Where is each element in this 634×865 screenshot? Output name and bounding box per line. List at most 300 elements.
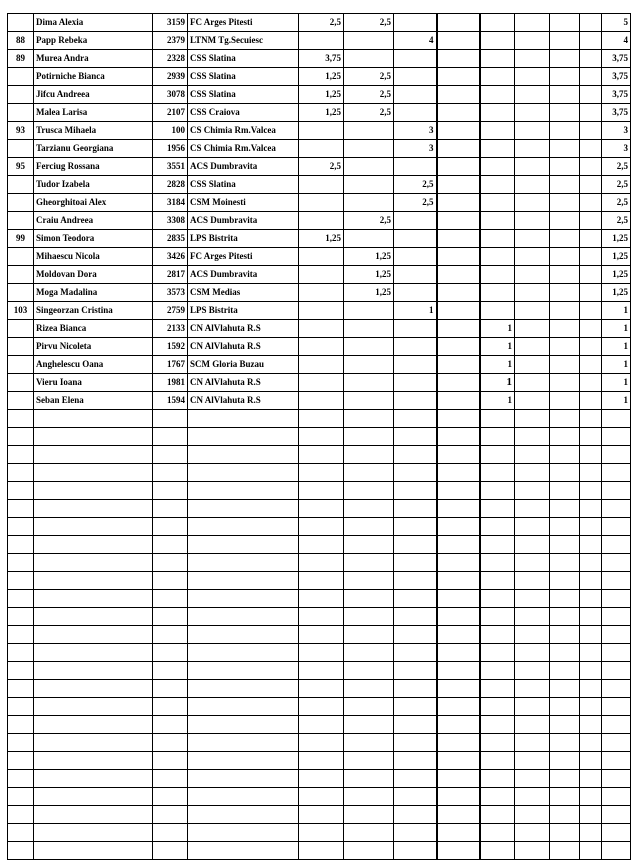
empty-cell	[153, 482, 188, 500]
empty-cell	[580, 464, 602, 482]
empty-cell	[394, 734, 437, 752]
empty-cell	[153, 770, 188, 788]
athlete-name-cell: Moldovan Dora	[34, 266, 153, 284]
rank-cell	[8, 86, 34, 104]
empty-cell	[34, 716, 153, 734]
athlete-name-cell: Anghelescu Oana	[34, 356, 153, 374]
license-code-cell: 2133	[153, 320, 188, 338]
score-cell-4	[437, 248, 480, 266]
empty-cell	[394, 806, 437, 824]
score-cell-6	[515, 32, 550, 50]
empty-cell	[8, 824, 34, 842]
athlete-name-cell: Tarzianu Georgiana	[34, 140, 153, 158]
empty-cell	[515, 554, 550, 572]
score-cell-2: 2,5	[344, 14, 394, 32]
total-cell: 2,5	[602, 158, 631, 176]
table-row	[8, 14, 631, 32]
club-cell: CSS Slatina	[188, 176, 299, 194]
empty-cell	[299, 536, 344, 554]
rank-cell: 99	[8, 230, 34, 248]
empty-table-row	[8, 572, 631, 590]
empty-cell	[344, 572, 394, 590]
score-cell-2	[344, 176, 394, 194]
empty-cell	[437, 572, 480, 590]
rank-cell	[8, 392, 34, 410]
empty-table-row	[8, 770, 631, 788]
empty-cell	[153, 428, 188, 446]
score-cell-2	[344, 140, 394, 158]
empty-cell	[480, 662, 515, 680]
empty-cell	[299, 446, 344, 464]
empty-cell	[344, 806, 394, 824]
score-cell-7	[550, 266, 580, 284]
score-cell-5	[480, 248, 515, 266]
empty-cell	[480, 410, 515, 428]
score-cell-4	[437, 122, 480, 140]
empty-cell	[437, 446, 480, 464]
empty-cell	[153, 644, 188, 662]
empty-cell	[394, 536, 437, 554]
empty-cell	[299, 500, 344, 518]
empty-cell	[580, 626, 602, 644]
empty-cell	[188, 590, 299, 608]
empty-cell	[344, 734, 394, 752]
empty-cell	[344, 482, 394, 500]
empty-cell	[153, 500, 188, 518]
score-cell-1	[299, 320, 344, 338]
score-cell-6	[515, 212, 550, 230]
rank-cell	[8, 338, 34, 356]
score-cell-6	[515, 284, 550, 302]
empty-cell	[580, 698, 602, 716]
rank-cell	[8, 176, 34, 194]
athlete-name-cell: Moga Madalina	[34, 284, 153, 302]
empty-cell	[8, 806, 34, 824]
score-cell-3: 2,5	[394, 194, 437, 212]
empty-cell	[299, 518, 344, 536]
rank-cell	[8, 320, 34, 338]
score-cell-3	[394, 158, 437, 176]
empty-table-row	[8, 662, 631, 680]
score-cell-1	[299, 284, 344, 302]
score-cell-4	[437, 212, 480, 230]
empty-cell	[437, 770, 480, 788]
total-cell: 4	[602, 32, 631, 50]
empty-cell	[34, 590, 153, 608]
empty-cell	[8, 770, 34, 788]
empty-cell	[8, 716, 34, 734]
score-cell-4	[437, 266, 480, 284]
total-cell: 3	[602, 140, 631, 158]
empty-cell	[344, 626, 394, 644]
empty-cell	[602, 428, 631, 446]
score-cell-3	[394, 14, 437, 32]
empty-cell	[153, 734, 188, 752]
license-code-cell: 3184	[153, 194, 188, 212]
score-cell-1	[299, 266, 344, 284]
empty-cell	[188, 572, 299, 590]
empty-cell	[602, 446, 631, 464]
empty-cell	[580, 590, 602, 608]
score-cell-3: 3	[394, 122, 437, 140]
club-cell: CN AlVlahuta R.S	[188, 320, 299, 338]
score-cell-8	[580, 122, 602, 140]
score-cell-3	[394, 230, 437, 248]
empty-cell	[34, 824, 153, 842]
club-cell: CSS Slatina	[188, 86, 299, 104]
license-code-cell: 2759	[153, 302, 188, 320]
empty-cell	[602, 536, 631, 554]
empty-cell	[480, 482, 515, 500]
club-cell: FC Arges Pitesti	[188, 14, 299, 32]
license-code-cell: 2828	[153, 176, 188, 194]
table-row	[8, 392, 631, 410]
rank-cell	[8, 68, 34, 86]
empty-cell	[344, 500, 394, 518]
empty-cell	[34, 554, 153, 572]
empty-cell	[344, 590, 394, 608]
empty-cell	[299, 734, 344, 752]
score-cell-2	[344, 32, 394, 50]
empty-cell	[188, 536, 299, 554]
empty-cell	[437, 788, 480, 806]
empty-cell	[344, 536, 394, 554]
empty-cell	[34, 680, 153, 698]
score-cell-3	[394, 68, 437, 86]
empty-cell	[580, 680, 602, 698]
empty-cell	[394, 518, 437, 536]
score-cell-3	[394, 320, 437, 338]
empty-cell	[188, 788, 299, 806]
score-cell-2	[344, 158, 394, 176]
score-cell-6	[515, 158, 550, 176]
license-code-cell: 1594	[153, 392, 188, 410]
score-cell-2	[344, 302, 394, 320]
score-cell-8	[580, 356, 602, 374]
score-cell-6	[515, 302, 550, 320]
score-cell-4	[437, 140, 480, 158]
empty-cell	[8, 446, 34, 464]
total-cell: 3,75	[602, 50, 631, 68]
empty-cell	[515, 770, 550, 788]
empty-cell	[515, 644, 550, 662]
empty-cell	[394, 572, 437, 590]
empty-cell	[188, 662, 299, 680]
empty-cell	[480, 698, 515, 716]
table-row	[8, 194, 631, 212]
empty-cell	[394, 662, 437, 680]
empty-cell	[394, 554, 437, 572]
score-cell-4	[437, 158, 480, 176]
empty-cell	[34, 698, 153, 716]
empty-cell	[153, 554, 188, 572]
license-code-cell: 1767	[153, 356, 188, 374]
empty-cell	[344, 824, 394, 842]
license-code-cell: 2835	[153, 230, 188, 248]
total-cell: 2,5	[602, 212, 631, 230]
score-cell-3	[394, 50, 437, 68]
score-cell-2	[344, 320, 394, 338]
empty-cell	[480, 734, 515, 752]
empty-cell	[8, 788, 34, 806]
score-cell-8	[580, 230, 602, 248]
total-cell: 3	[602, 122, 631, 140]
athlete-name-cell: Tudor Izabela	[34, 176, 153, 194]
empty-cell	[188, 428, 299, 446]
score-cell-8	[580, 284, 602, 302]
empty-cell	[8, 644, 34, 662]
empty-cell	[188, 770, 299, 788]
empty-cell	[580, 752, 602, 770]
empty-cell	[344, 518, 394, 536]
empty-cell	[153, 806, 188, 824]
empty-cell	[34, 608, 153, 626]
score-cell-8	[580, 374, 602, 392]
empty-cell	[8, 428, 34, 446]
empty-cell	[480, 788, 515, 806]
empty-cell	[153, 572, 188, 590]
score-cell-4	[437, 392, 480, 410]
empty-cell	[437, 536, 480, 554]
empty-cell	[480, 572, 515, 590]
empty-cell	[394, 644, 437, 662]
empty-cell	[515, 428, 550, 446]
table-row	[8, 86, 631, 104]
athlete-name-cell: Gheorghitoai Alex	[34, 194, 153, 212]
score-cell-8	[580, 14, 602, 32]
score-cell-3: 3	[394, 140, 437, 158]
empty-cell	[515, 536, 550, 554]
score-cell-8	[580, 32, 602, 50]
score-cell-4	[437, 50, 480, 68]
score-cell-4	[437, 320, 480, 338]
total-cell: 1,25	[602, 266, 631, 284]
score-cell-5	[480, 284, 515, 302]
score-cell-5: 1	[480, 392, 515, 410]
empty-cell	[437, 410, 480, 428]
empty-cell	[580, 644, 602, 662]
score-cell-8	[580, 392, 602, 410]
empty-cell	[550, 518, 580, 536]
score-cell-1	[299, 392, 344, 410]
empty-cell	[34, 500, 153, 518]
empty-cell	[580, 572, 602, 590]
score-cell-8	[580, 248, 602, 266]
club-cell: LPS Bistrita	[188, 230, 299, 248]
empty-cell	[515, 824, 550, 842]
score-cell-2	[344, 122, 394, 140]
empty-cell	[8, 554, 34, 572]
score-cell-6	[515, 248, 550, 266]
empty-cell	[153, 698, 188, 716]
score-cell-1: 1,25	[299, 86, 344, 104]
table-row	[8, 104, 631, 122]
empty-cell	[188, 464, 299, 482]
empty-cell	[602, 824, 631, 842]
rank-cell: 103	[8, 302, 34, 320]
license-code-cell: 3078	[153, 86, 188, 104]
empty-cell	[580, 410, 602, 428]
empty-cell	[8, 842, 34, 860]
empty-cell	[299, 572, 344, 590]
empty-cell	[34, 626, 153, 644]
score-cell-5	[480, 104, 515, 122]
score-cell-8	[580, 158, 602, 176]
empty-cell	[188, 500, 299, 518]
empty-cell	[602, 500, 631, 518]
empty-cell	[188, 608, 299, 626]
athlete-name-cell: Ferciug Rossana	[34, 158, 153, 176]
empty-cell	[437, 824, 480, 842]
empty-cell	[394, 446, 437, 464]
score-cell-1	[299, 248, 344, 266]
club-cell: CSS Craiova	[188, 104, 299, 122]
score-cell-4	[437, 104, 480, 122]
empty-cell	[394, 464, 437, 482]
score-cell-2: 1,25	[344, 284, 394, 302]
empty-cell	[188, 410, 299, 428]
license-code-cell: 3551	[153, 158, 188, 176]
score-cell-7	[550, 230, 580, 248]
empty-cell	[515, 626, 550, 644]
empty-cell	[550, 536, 580, 554]
empty-cell	[602, 788, 631, 806]
score-cell-5	[480, 212, 515, 230]
club-cell: FC Arges Pitesti	[188, 248, 299, 266]
empty-cell	[299, 590, 344, 608]
score-cell-3	[394, 86, 437, 104]
empty-cell	[515, 608, 550, 626]
table-row	[8, 356, 631, 374]
score-cell-7	[550, 392, 580, 410]
empty-cell	[550, 482, 580, 500]
empty-cell	[437, 500, 480, 518]
athlete-name-cell: Simon Teodora	[34, 230, 153, 248]
score-cell-2: 2,5	[344, 212, 394, 230]
empty-cell	[394, 410, 437, 428]
empty-cell	[550, 680, 580, 698]
total-cell: 1,25	[602, 248, 631, 266]
athlete-name-cell: Potirniche Bianca	[34, 68, 153, 86]
empty-cell	[153, 518, 188, 536]
table-row	[8, 302, 631, 320]
score-cell-2	[344, 356, 394, 374]
empty-cell	[8, 680, 34, 698]
empty-cell	[8, 572, 34, 590]
athlete-name-cell: Craiu Andreea	[34, 212, 153, 230]
empty-cell	[602, 842, 631, 860]
empty-cell	[580, 734, 602, 752]
empty-cell	[188, 716, 299, 734]
score-cell-2	[344, 374, 394, 392]
score-cell-5	[480, 266, 515, 284]
empty-cell	[480, 842, 515, 860]
score-cell-1	[299, 122, 344, 140]
empty-cell	[437, 662, 480, 680]
score-cell-1	[299, 374, 344, 392]
empty-cell	[602, 464, 631, 482]
total-cell: 1	[602, 320, 631, 338]
empty-cell	[602, 644, 631, 662]
score-cell-5: 1	[480, 356, 515, 374]
club-cell: SCM Gloria Buzau	[188, 356, 299, 374]
empty-cell	[299, 626, 344, 644]
score-cell-7	[550, 194, 580, 212]
table-row	[8, 176, 631, 194]
score-cell-4	[437, 338, 480, 356]
score-cell-3: 4	[394, 32, 437, 50]
license-code-cell: 2817	[153, 266, 188, 284]
empty-cell	[299, 644, 344, 662]
license-code-cell: 1956	[153, 140, 188, 158]
empty-cell	[550, 734, 580, 752]
score-cell-8	[580, 176, 602, 194]
license-code-cell: 1981	[153, 374, 188, 392]
score-cell-2: 2,5	[344, 104, 394, 122]
empty-cell	[8, 410, 34, 428]
table-row	[8, 140, 631, 158]
empty-cell	[480, 824, 515, 842]
empty-cell	[299, 554, 344, 572]
empty-cell	[580, 788, 602, 806]
athlete-name-cell: Trusca Mihaela	[34, 122, 153, 140]
empty-cell	[515, 464, 550, 482]
empty-cell	[480, 644, 515, 662]
empty-cell	[580, 806, 602, 824]
score-cell-4	[437, 356, 480, 374]
empty-cell	[344, 842, 394, 860]
empty-cell	[34, 428, 153, 446]
empty-cell	[437, 644, 480, 662]
score-cell-7	[550, 32, 580, 50]
rank-cell	[8, 194, 34, 212]
empty-cell	[602, 572, 631, 590]
empty-cell	[550, 752, 580, 770]
empty-cell	[34, 734, 153, 752]
empty-table-row	[8, 536, 631, 554]
table-row	[8, 158, 631, 176]
score-cell-4	[437, 284, 480, 302]
score-cell-4	[437, 194, 480, 212]
empty-cell	[602, 734, 631, 752]
score-cell-7	[550, 302, 580, 320]
score-cell-7	[550, 86, 580, 104]
score-cell-1: 2,5	[299, 158, 344, 176]
empty-cell	[344, 770, 394, 788]
score-cell-7	[550, 14, 580, 32]
score-cell-4	[437, 230, 480, 248]
license-code-cell: 3573	[153, 284, 188, 302]
empty-table-row	[8, 788, 631, 806]
results-sheet	[7, 13, 628, 860]
empty-cell	[188, 644, 299, 662]
empty-cell	[34, 788, 153, 806]
score-cell-6	[515, 266, 550, 284]
score-cell-3: 2,5	[394, 176, 437, 194]
score-cell-4	[437, 86, 480, 104]
empty-cell	[580, 482, 602, 500]
score-cell-5	[480, 50, 515, 68]
empty-table-row	[8, 482, 631, 500]
empty-cell	[550, 770, 580, 788]
empty-cell	[515, 482, 550, 500]
empty-table-row	[8, 680, 631, 698]
empty-cell	[394, 608, 437, 626]
score-cell-8	[580, 194, 602, 212]
empty-cell	[188, 446, 299, 464]
empty-table-row	[8, 500, 631, 518]
empty-cell	[34, 518, 153, 536]
